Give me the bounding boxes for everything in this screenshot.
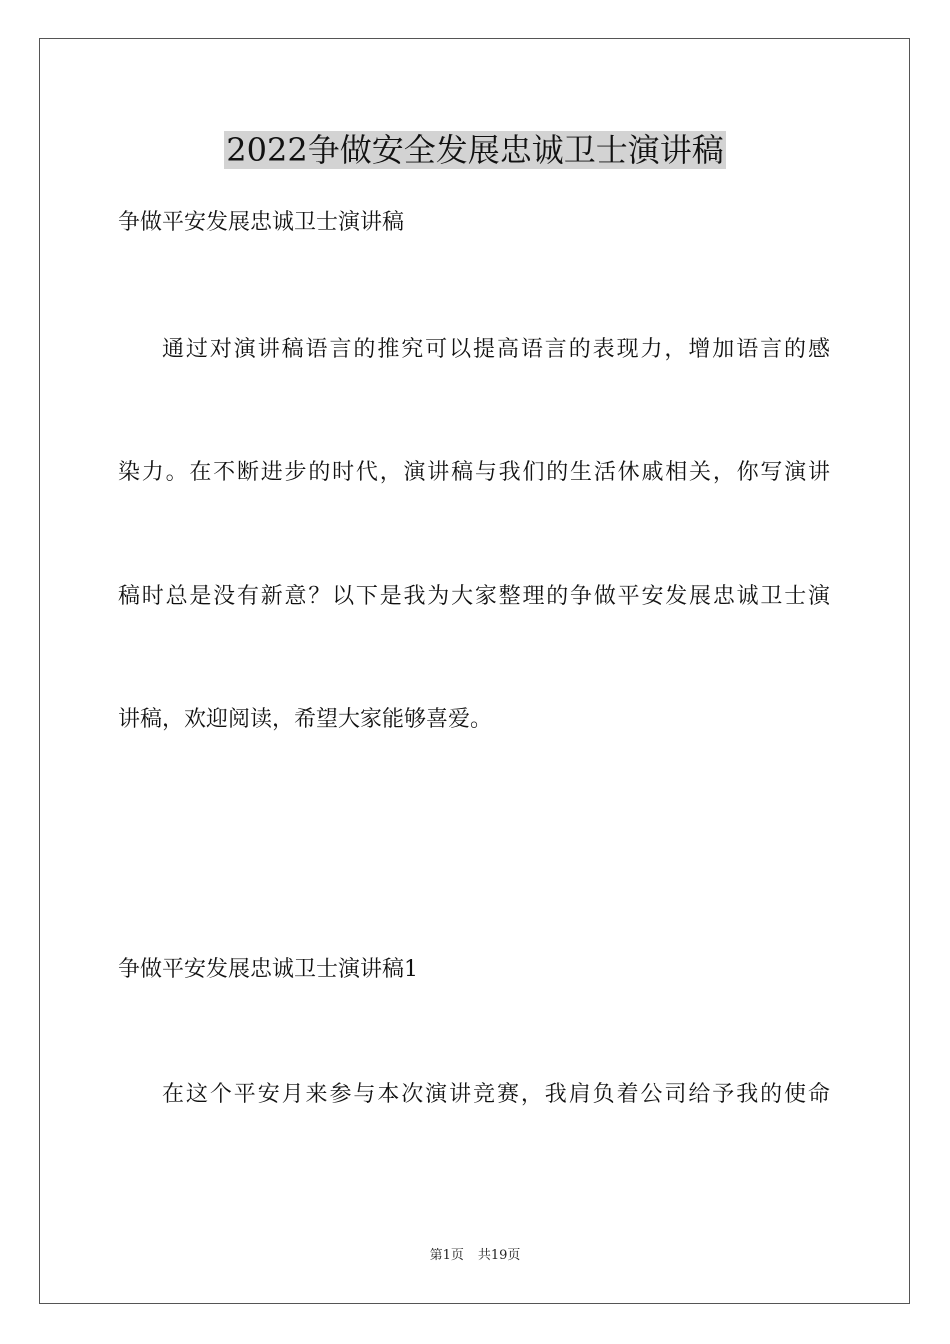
intro-line-3: 稿时总是没有新意？以下是我为大家整理的争做平安发展忠诚卫士演 (118, 584, 830, 609)
footer-total-pages: 共19页 (477, 1248, 521, 1263)
section1-heading: 争做平安发展忠诚卫士演讲稿1 (118, 957, 418, 982)
intro-line-2: 染力。在不断进步的时代，演讲稿与我们的生活休戚相关，你写演讲 (118, 460, 830, 485)
document-title-text: 2022争做安全发展忠诚卫士演讲稿 (226, 131, 724, 169)
intro-line-1: 通过对演讲稿语言的推究可以提高语言的表现力，增加语言的感 (162, 337, 830, 362)
section1-line-1: 在这个平安月来参与本次演讲竞赛，我肩负着公司给予我的使命 (162, 1082, 830, 1107)
intro-line-4: 讲稿，欢迎阅读，希望大家能够喜爱。 (118, 707, 493, 732)
page-footer (0, 1247, 950, 1265)
footer-page-number: 第1页 (429, 1248, 464, 1263)
document-subtitle: 争做平安发展忠诚卫士演讲稿 (118, 210, 405, 235)
document-title (0, 128, 950, 172)
